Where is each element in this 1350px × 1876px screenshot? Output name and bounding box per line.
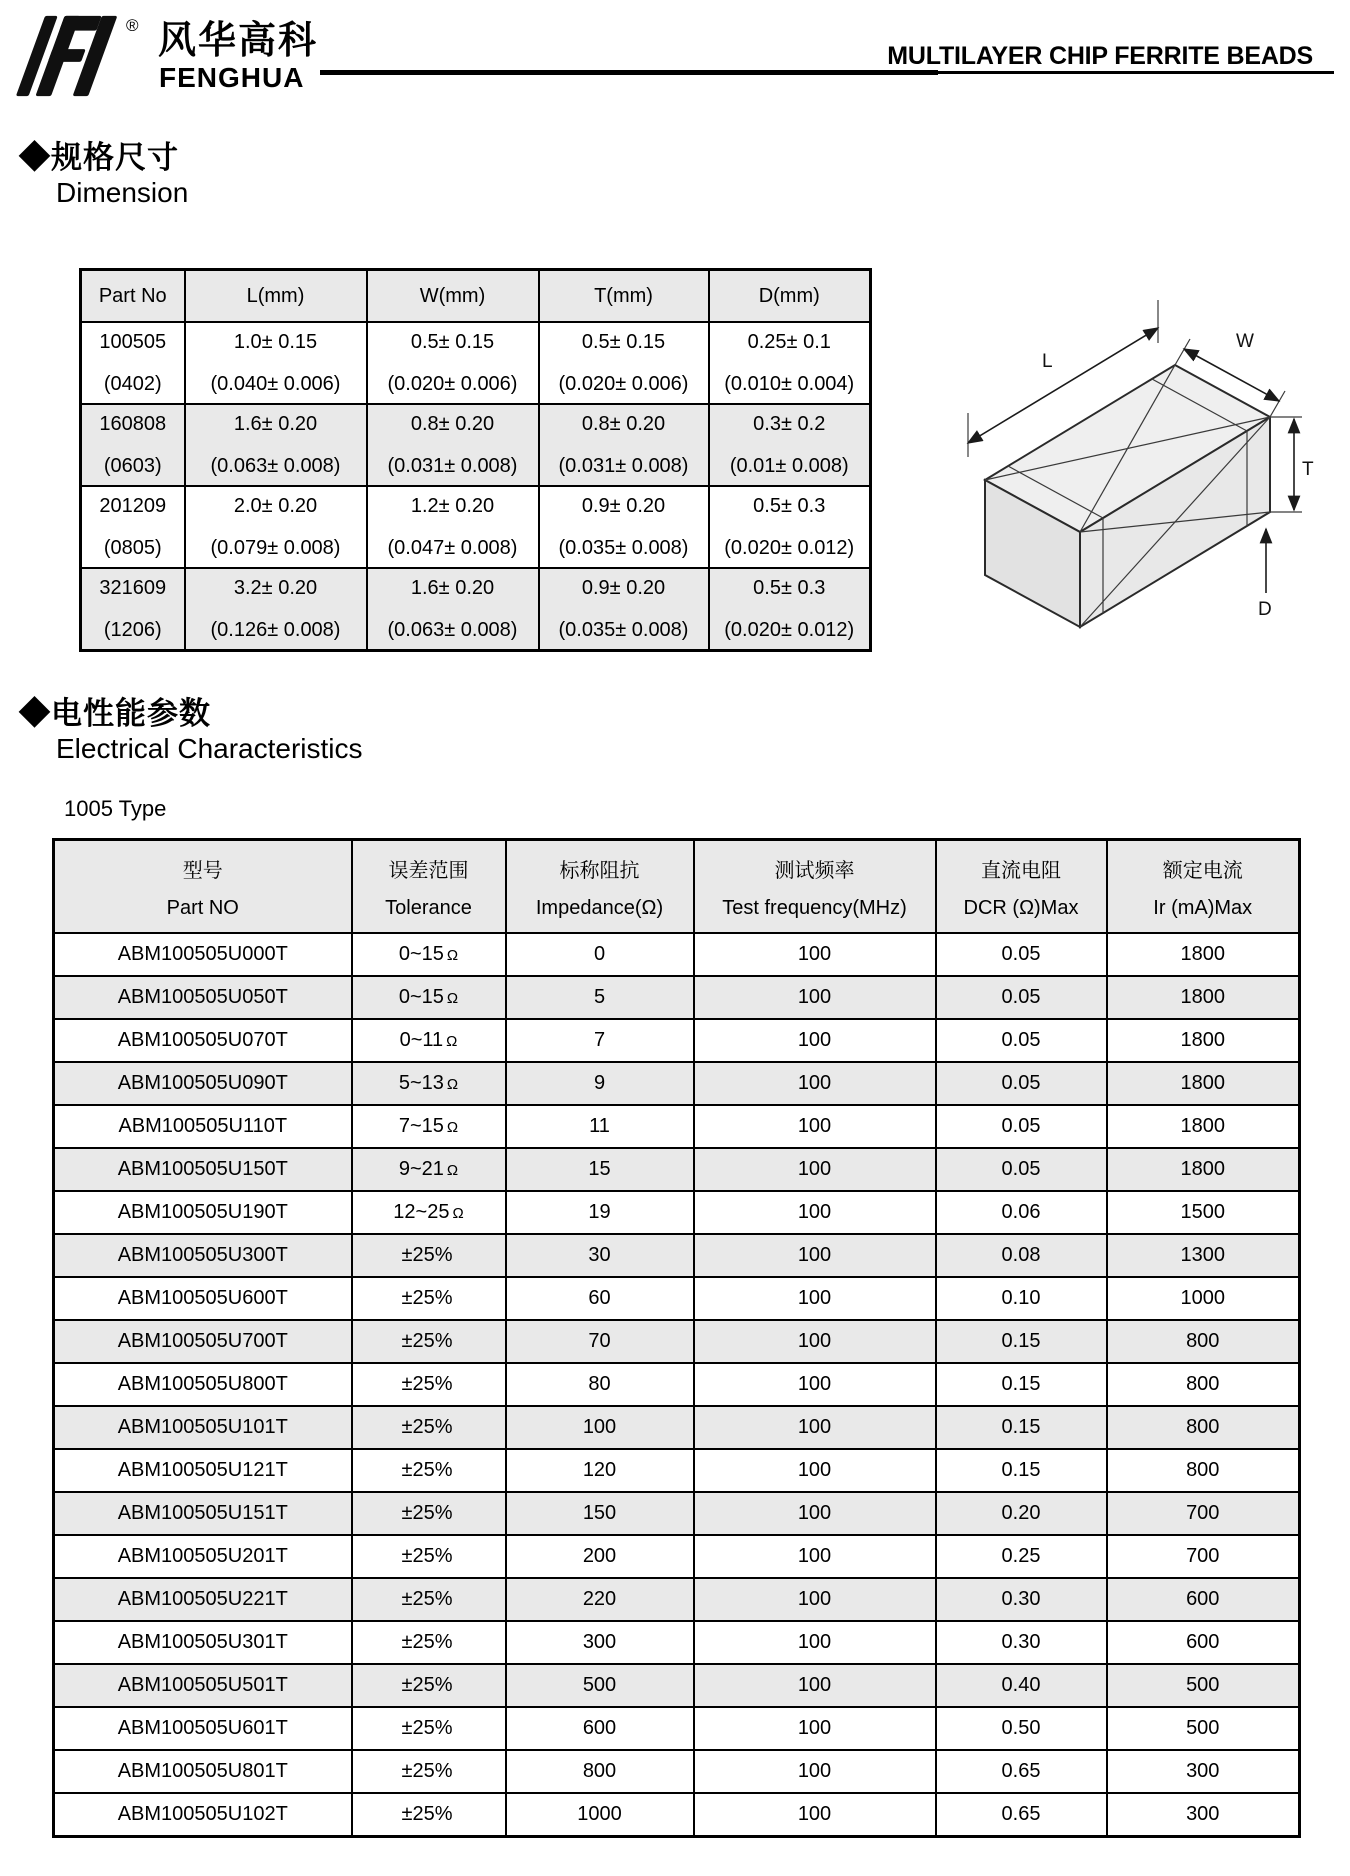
part-number-cell: ABM100505U090T bbox=[54, 1062, 352, 1105]
impedance-cell: 200 bbox=[506, 1535, 694, 1578]
dimension-column-header: Part No bbox=[81, 270, 185, 323]
rated-current-cell: 1800 bbox=[1107, 1105, 1300, 1148]
electrical-heading-en: Electrical Characteristics bbox=[56, 733, 363, 764]
test-frequency-cell: 100 bbox=[694, 1277, 936, 1320]
logo-chinese-name: 风华高科 bbox=[158, 20, 319, 62]
part-number-cell: ABM100505U700T bbox=[54, 1320, 352, 1363]
impedance-cell: 600 bbox=[506, 1707, 694, 1750]
impedance-cell: 100 bbox=[506, 1406, 694, 1449]
diamond-bullet-icon: ◆ bbox=[19, 696, 51, 731]
column-header-cn: 型号 bbox=[182, 859, 223, 882]
part-number-cell: ABM100505U190T bbox=[54, 1191, 352, 1234]
impedance-cell: 150 bbox=[506, 1492, 694, 1535]
dimension-table bbox=[79, 268, 872, 652]
rated-current-cell: 800 bbox=[1107, 1320, 1300, 1363]
column-header-cn: 测试频率 bbox=[774, 859, 855, 882]
electrical-row bbox=[54, 1320, 1300, 1363]
impedance-cell: 800 bbox=[506, 1750, 694, 1793]
rated-current-cell: 300 bbox=[1107, 1750, 1300, 1793]
impedance-cell: 11 bbox=[506, 1105, 694, 1148]
dcr-cell: 0.08 bbox=[936, 1234, 1107, 1277]
test-frequency-cell: 100 bbox=[694, 1363, 936, 1406]
tolerance-cell: ±25% bbox=[352, 1535, 506, 1578]
thickness-cell: 0.9± 0.20 (0.035± 0.008) bbox=[539, 568, 709, 651]
electrical-column-header bbox=[1107, 840, 1300, 934]
electrical-row bbox=[54, 1019, 1300, 1062]
part-number-cell: ABM100505U301T bbox=[54, 1621, 352, 1664]
logo-english-name: FENGHUA bbox=[159, 62, 305, 93]
test-frequency-cell: 100 bbox=[694, 1449, 936, 1492]
electrical-row bbox=[54, 933, 1300, 976]
column-header-en: Part NO bbox=[166, 896, 239, 919]
tolerance-cell: ±25% bbox=[352, 1578, 506, 1621]
tolerance-cell: ±25% bbox=[352, 1750, 506, 1793]
rated-current-cell: 1800 bbox=[1107, 976, 1300, 1019]
impedance-cell: 19 bbox=[506, 1191, 694, 1234]
rated-current-cell: 800 bbox=[1107, 1363, 1300, 1406]
rated-current-cell: 500 bbox=[1107, 1664, 1300, 1707]
part-number-cell: ABM100505U102T bbox=[54, 1793, 352, 1837]
part-number-cell: ABM100505U801T bbox=[54, 1750, 352, 1793]
impedance-cell: 0 bbox=[506, 933, 694, 976]
impedance-cell: 5 bbox=[506, 976, 694, 1019]
test-frequency-cell: 100 bbox=[694, 1019, 936, 1062]
column-header-cn: 额定电流 bbox=[1162, 859, 1243, 882]
dimension-row bbox=[81, 404, 871, 486]
electrical-row bbox=[54, 1750, 1300, 1793]
electrical-column-header bbox=[352, 840, 506, 934]
part-number-cell: ABM100505U121T bbox=[54, 1449, 352, 1492]
dimension-header-row bbox=[81, 270, 871, 323]
dcr-cell: 0.15 bbox=[936, 1363, 1107, 1406]
test-frequency-cell: 100 bbox=[694, 1578, 936, 1621]
electrical-row bbox=[54, 1621, 1300, 1664]
dcr-cell: 0.05 bbox=[936, 976, 1107, 1019]
dcr-cell: 0.05 bbox=[936, 1062, 1107, 1105]
electrical-row bbox=[54, 1105, 1300, 1148]
tolerance-cell: 7~15 Ω bbox=[352, 1105, 506, 1148]
rated-current-cell: 600 bbox=[1107, 1578, 1300, 1621]
column-header-cn: 直流电阻 bbox=[981, 859, 1061, 882]
chip-diagram bbox=[950, 295, 1330, 655]
electrical-row bbox=[54, 1535, 1300, 1578]
part-number-cell: ABM100505U151T bbox=[54, 1492, 352, 1535]
dcr-cell: 0.15 bbox=[936, 1320, 1107, 1363]
fenghua-logo bbox=[14, 8, 344, 103]
dimension-column-header: W(mm) bbox=[367, 270, 539, 323]
thickness-cell: 0.8± 0.20 (0.031± 0.008) bbox=[539, 404, 709, 486]
rated-current-cell: 1800 bbox=[1107, 1019, 1300, 1062]
impedance-cell: 15 bbox=[506, 1148, 694, 1191]
dcr-cell: 0.25 bbox=[936, 1535, 1107, 1578]
impedance-cell: 300 bbox=[506, 1621, 694, 1664]
dimension-column-header: T(mm) bbox=[539, 270, 709, 323]
dcr-cell: 0.65 bbox=[936, 1750, 1107, 1793]
diagram-label-w: W bbox=[1236, 331, 1254, 352]
impedance-cell: 80 bbox=[506, 1363, 694, 1406]
tolerance-cell: ±25% bbox=[352, 1621, 506, 1664]
header-rule bbox=[320, 70, 938, 75]
test-frequency-cell: 100 bbox=[694, 1621, 936, 1664]
tolerance-cell: ±25% bbox=[352, 1363, 506, 1406]
width-cell: 1.6± 0.20 (0.063± 0.008) bbox=[367, 568, 539, 651]
part-no-cell: 321609 (1206) bbox=[81, 568, 185, 651]
rated-current-cell: 800 bbox=[1107, 1449, 1300, 1492]
test-frequency-cell: 100 bbox=[694, 933, 936, 976]
part-number-cell: ABM100505U000T bbox=[54, 933, 352, 976]
column-header-en: Tolerance bbox=[385, 896, 472, 919]
width-cell: 0.8± 0.20 (0.031± 0.008) bbox=[367, 404, 539, 486]
length-cell: 1.6± 0.20 (0.063± 0.008) bbox=[185, 404, 367, 486]
dcr-cell: 0.05 bbox=[936, 1105, 1107, 1148]
electrical-table bbox=[52, 838, 1301, 1838]
test-frequency-cell: 100 bbox=[694, 1191, 936, 1234]
impedance-cell: 30 bbox=[506, 1234, 694, 1277]
dcr-cell: 0.20 bbox=[936, 1492, 1107, 1535]
dcr-cell: 0.15 bbox=[936, 1406, 1107, 1449]
electrode-cell: 0.25± 0.1 (0.010± 0.004) bbox=[709, 322, 871, 404]
test-frequency-cell: 100 bbox=[694, 1234, 936, 1277]
length-cell: 3.2± 0.20 (0.126± 0.008) bbox=[185, 568, 367, 651]
dcr-cell: 0.06 bbox=[936, 1191, 1107, 1234]
electrical-row bbox=[54, 1148, 1300, 1191]
rated-current-cell: 1800 bbox=[1107, 1148, 1300, 1191]
fenghua-logo-icon bbox=[14, 12, 120, 100]
electrical-row bbox=[54, 1707, 1300, 1750]
test-frequency-cell: 100 bbox=[694, 1062, 936, 1105]
tolerance-cell: ±25% bbox=[352, 1793, 506, 1837]
impedance-cell: 70 bbox=[506, 1320, 694, 1363]
electrical-row bbox=[54, 1578, 1300, 1621]
width-cell: 1.2± 0.20 (0.047± 0.008) bbox=[367, 486, 539, 568]
electrical-table-wrap bbox=[52, 838, 1301, 1838]
length-cell: 2.0± 0.20 (0.079± 0.008) bbox=[185, 486, 367, 568]
part-no-cell: 201209 (0805) bbox=[81, 486, 185, 568]
impedance-cell: 1000 bbox=[506, 1793, 694, 1837]
tolerance-cell: 9~21 Ω bbox=[352, 1148, 506, 1191]
part-number-cell: ABM100505U050T bbox=[54, 976, 352, 1019]
column-header-en: DCR (Ω)Max bbox=[963, 896, 1079, 919]
test-frequency-cell: 100 bbox=[694, 1492, 936, 1535]
electrical-column-header bbox=[54, 840, 352, 934]
electrical-row bbox=[54, 1664, 1300, 1707]
rated-current-cell: 600 bbox=[1107, 1621, 1300, 1664]
impedance-cell: 9 bbox=[506, 1062, 694, 1105]
type-label: 1005 Type bbox=[64, 796, 167, 821]
tolerance-cell: ±25% bbox=[352, 1707, 506, 1750]
tolerance-cell: 5~13 Ω bbox=[352, 1062, 506, 1105]
tolerance-cell: ±25% bbox=[352, 1492, 506, 1535]
header-rule-thin bbox=[936, 71, 1334, 74]
rated-current-cell: 500 bbox=[1107, 1707, 1300, 1750]
part-number-cell: ABM100505U221T bbox=[54, 1578, 352, 1621]
test-frequency-cell: 100 bbox=[694, 1750, 936, 1793]
column-header-en: Ir (mA)Max bbox=[1153, 896, 1253, 919]
part-number-cell: ABM100505U070T bbox=[54, 1019, 352, 1062]
tolerance-cell: 0~15 Ω bbox=[352, 933, 506, 976]
test-frequency-cell: 100 bbox=[694, 1148, 936, 1191]
diagram-label-l: L bbox=[1042, 351, 1053, 372]
dcr-cell: 0.05 bbox=[936, 1019, 1107, 1062]
part-number-cell: ABM100505U101T bbox=[54, 1406, 352, 1449]
impedance-cell: 220 bbox=[506, 1578, 694, 1621]
part-number-cell: ABM100505U501T bbox=[54, 1664, 352, 1707]
diamond-bullet-icon: ◆ bbox=[19, 140, 51, 175]
tolerance-cell: 0~15 Ω bbox=[352, 976, 506, 1019]
electrical-row bbox=[54, 1191, 1300, 1234]
test-frequency-cell: 100 bbox=[694, 1105, 936, 1148]
test-frequency-cell: 100 bbox=[694, 1535, 936, 1578]
length-cell: 1.0± 0.15 (0.040± 0.006) bbox=[185, 322, 367, 404]
rated-current-cell: 700 bbox=[1107, 1492, 1300, 1535]
impedance-cell: 500 bbox=[506, 1664, 694, 1707]
column-header-cn: 误差范围 bbox=[388, 859, 469, 882]
part-number-cell: ABM100505U800T bbox=[54, 1363, 352, 1406]
electrical-column-header bbox=[506, 840, 694, 934]
tolerance-cell: 12~25 Ω bbox=[352, 1191, 506, 1234]
rated-current-cell: 300 bbox=[1107, 1793, 1300, 1837]
dcr-cell: 0.05 bbox=[936, 1148, 1107, 1191]
rated-current-cell: 1300 bbox=[1107, 1234, 1300, 1277]
dcr-cell: 0.50 bbox=[936, 1707, 1107, 1750]
dimension-heading-en: Dimension bbox=[56, 177, 189, 208]
electrical-row bbox=[54, 1234, 1300, 1277]
tolerance-cell: ±25% bbox=[352, 1406, 506, 1449]
diagram-label-t: T bbox=[1302, 459, 1314, 480]
test-frequency-cell: 100 bbox=[694, 1664, 936, 1707]
electrode-cell: 0.5± 0.3 (0.020± 0.012) bbox=[709, 568, 871, 651]
electrical-row bbox=[54, 1277, 1300, 1320]
dimension-column-header: D(mm) bbox=[709, 270, 871, 323]
dcr-cell: 0.40 bbox=[936, 1664, 1107, 1707]
test-frequency-cell: 100 bbox=[694, 1406, 936, 1449]
rated-current-cell: 800 bbox=[1107, 1406, 1300, 1449]
test-frequency-cell: 100 bbox=[694, 976, 936, 1019]
part-no-cell: 100505 (0402) bbox=[81, 322, 185, 404]
part-number-cell: ABM100505U201T bbox=[54, 1535, 352, 1578]
dimension-row bbox=[81, 322, 871, 404]
rated-current-cell: 1500 bbox=[1107, 1191, 1300, 1234]
part-number-cell: ABM100505U600T bbox=[54, 1277, 352, 1320]
dcr-cell: 0.30 bbox=[936, 1578, 1107, 1621]
test-frequency-cell: 100 bbox=[694, 1320, 936, 1363]
electrode-cell: 0.5± 0.3 (0.020± 0.012) bbox=[709, 486, 871, 568]
electrical-row bbox=[54, 1492, 1300, 1535]
rated-current-cell: 1000 bbox=[1107, 1277, 1300, 1320]
electrical-row bbox=[54, 1406, 1300, 1449]
part-number-cell: ABM100505U150T bbox=[54, 1148, 352, 1191]
impedance-cell: 7 bbox=[506, 1019, 694, 1062]
tolerance-cell: ±25% bbox=[352, 1320, 506, 1363]
dimension-column-header: L(mm) bbox=[185, 270, 367, 323]
dimension-table-wrap bbox=[79, 268, 872, 652]
electrical-heading-cn: 电性能参数 bbox=[51, 696, 211, 731]
dcr-cell: 0.15 bbox=[936, 1449, 1107, 1492]
part-number-cell: ABM100505U110T bbox=[54, 1105, 352, 1148]
electrical-column-header bbox=[694, 840, 936, 934]
part-number-cell: ABM100505U300T bbox=[54, 1234, 352, 1277]
registered-trademark-icon: ® bbox=[126, 16, 139, 35]
electrical-header-row bbox=[54, 840, 1300, 934]
test-frequency-cell: 100 bbox=[694, 1707, 936, 1750]
electrical-row bbox=[54, 1363, 1300, 1406]
electrical-row bbox=[54, 1062, 1300, 1105]
test-frequency-cell: 100 bbox=[694, 1793, 936, 1837]
tolerance-cell: 0~11 Ω bbox=[352, 1019, 506, 1062]
tolerance-cell: ±25% bbox=[352, 1277, 506, 1320]
rated-current-cell: 700 bbox=[1107, 1535, 1300, 1578]
rated-current-cell: 1800 bbox=[1107, 933, 1300, 976]
document-title: MULTILAYER CHIP FERRITE BEADS bbox=[887, 42, 1313, 70]
dimension-row bbox=[81, 568, 871, 651]
tolerance-cell: ±25% bbox=[352, 1664, 506, 1707]
electrical-row bbox=[54, 976, 1300, 1019]
dimension-row bbox=[81, 486, 871, 568]
impedance-cell: 120 bbox=[506, 1449, 694, 1492]
dcr-cell: 0.05 bbox=[936, 933, 1107, 976]
rated-current-cell: 1800 bbox=[1107, 1062, 1300, 1105]
electrical-row bbox=[54, 1793, 1300, 1837]
width-cell: 0.5± 0.15 (0.020± 0.006) bbox=[367, 322, 539, 404]
column-header-cn: 标称阻抗 bbox=[559, 859, 640, 882]
part-number-cell: ABM100505U601T bbox=[54, 1707, 352, 1750]
electrical-column-header bbox=[936, 840, 1107, 934]
thickness-cell: 0.5± 0.15 (0.020± 0.006) bbox=[539, 322, 709, 404]
dimension-heading-cn: 规格尺寸 bbox=[51, 140, 179, 175]
dimension-section-heading bbox=[19, 132, 179, 177]
thickness-cell: 0.9± 0.20 (0.035± 0.008) bbox=[539, 486, 709, 568]
tolerance-cell: ±25% bbox=[352, 1234, 506, 1277]
electrical-row bbox=[54, 1449, 1300, 1492]
dcr-cell: 0.30 bbox=[936, 1621, 1107, 1664]
diagram-label-d: D bbox=[1258, 599, 1272, 620]
tolerance-cell: ±25% bbox=[352, 1449, 506, 1492]
dcr-cell: 0.10 bbox=[936, 1277, 1107, 1320]
electrode-cell: 0.3± 0.2 (0.01± 0.008) bbox=[709, 404, 871, 486]
electrical-section-heading bbox=[19, 688, 211, 733]
dcr-cell: 0.65 bbox=[936, 1793, 1107, 1837]
part-no-cell: 160808 (0603) bbox=[81, 404, 185, 486]
impedance-cell: 60 bbox=[506, 1277, 694, 1320]
column-header-en: Test frequency(MHz) bbox=[722, 896, 907, 919]
column-header-en: Impedance(Ω) bbox=[535, 896, 664, 919]
